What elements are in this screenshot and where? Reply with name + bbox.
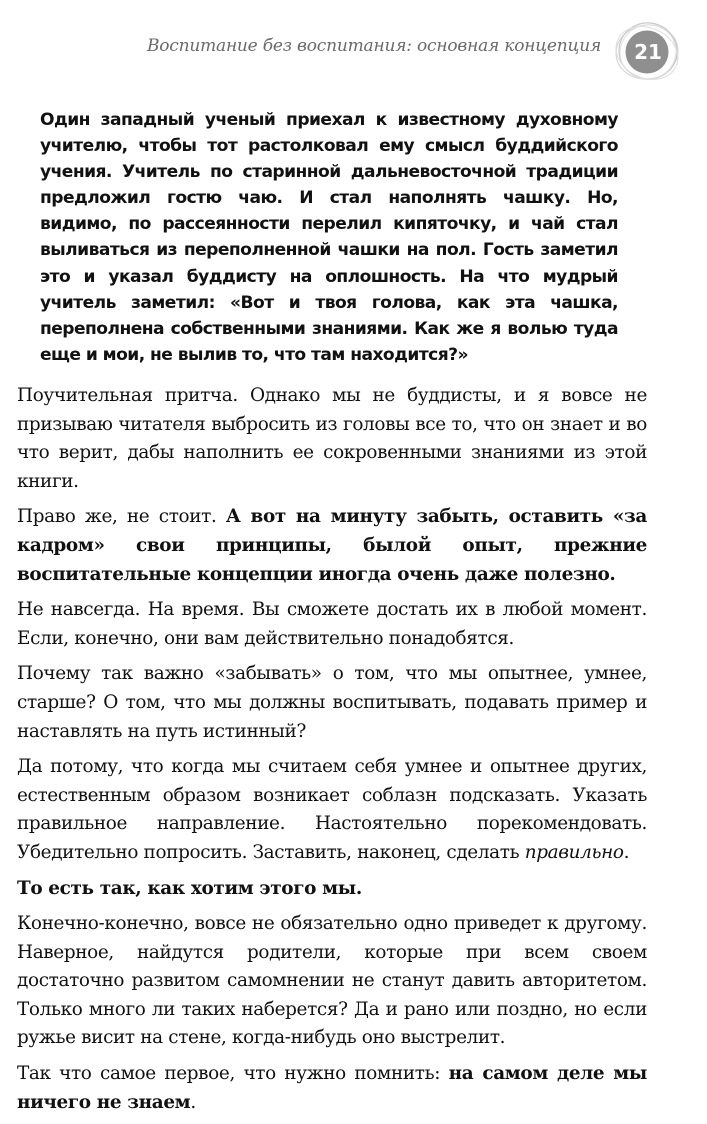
paragraph-2 — [17, 503, 647, 589]
paragraph-4-text: Почему так важно «забывать» о том, что мы опытнее, умнее, старше? О том, что мы должны воспитывать, подавать пример и наставлять на путь истинный? — [17, 663, 647, 742]
paragraph-8-tail: . — [190, 1091, 196, 1113]
paragraph-6 — [17, 875, 647, 904]
paragraph-5-tail: . — [623, 841, 630, 863]
page-number-badge — [612, 22, 684, 82]
paragraph-3 — [17, 596, 647, 653]
paragraph-2-bold: А вот на минуту забыть, оставить «за кадром» свои принципы, былой опыт, прежние воспитательные концепции иногда очень даже полезно. — [17, 506, 647, 585]
paragraph-1 — [17, 382, 647, 496]
paragraph-6-bold: То есть так, как хотим этого мы. — [17, 877, 362, 899]
running-title: Воспитание без воспитания: основная концепция — [146, 36, 601, 56]
paragraph-3-text: Не навсегда. На время. Вы сможете достать их в любой момент. Если, конечно, они вам действительно понадобятся. — [17, 599, 647, 649]
paragraph-5 — [17, 753, 647, 867]
paragraph-5-text: Да потому, что когда мы считаем себя умнее и опытнее других, естественным образом возникает соблазн подсказать. Указать правильное направление. Настоятельно порекомендовать. Убедительно попросить. Заставить, наконец, сделать — [17, 756, 647, 863]
paragraph-5-italic: правильно — [524, 841, 624, 863]
page-header — [0, 22, 707, 82]
page-number: 21 — [634, 40, 662, 64]
paragraph-7-text: Конечно-конечно, вовсе не обязательно одно приведет к другому. Наверное, найдутся родители, которые при всем своем достаточно развитом самомнении не станут давить авторитетом. Только много ли таких наберется? Да и рано или поздно, но если ружье висит на стене, когда-нибудь оно выстрелит. — [17, 913, 647, 1049]
parable-text: Один западный ученый приехал к известному духовному учителю, чтобы тот растолковал ему смысл буддийского учения. Учитель по старинной дальневосточной традиции предложил гостю чаю. И стал наполнять чашку. Но, видимо, по рассеянности перелил кипяточку, и чай стал выливаться из переполненной чашки на пол. Гость заметил это и указал буддисту на оплошность. На что мудрый учитель заметил: «Вот и твоя голова, как эта чашка, переполнена собственными знаниями. Как же я волью туда еще и мои, не вылив то, что там находится?» — [40, 110, 618, 365]
paragraph-8 — [17, 1060, 647, 1117]
paragraph-1-text: Поучительная притча. Однако мы не буддисты, и я вовсе не призываю читателя выбросить из головы все то, что он знает и во что верит, дабы наполнить ее сокровенными знаниями из этой книги. — [17, 385, 647, 492]
main-text — [17, 382, 647, 1124]
paragraph-8-text: Так что самое первое, что нужно помнить: — [17, 1063, 449, 1085]
paragraph-2-text: Право же, не стоит. — [17, 506, 226, 528]
paragraph-4 — [17, 660, 647, 746]
paragraph-7 — [17, 910, 647, 1053]
paragraph-8-bold: на самом деле мы ничего не знаем — [17, 1063, 648, 1113]
